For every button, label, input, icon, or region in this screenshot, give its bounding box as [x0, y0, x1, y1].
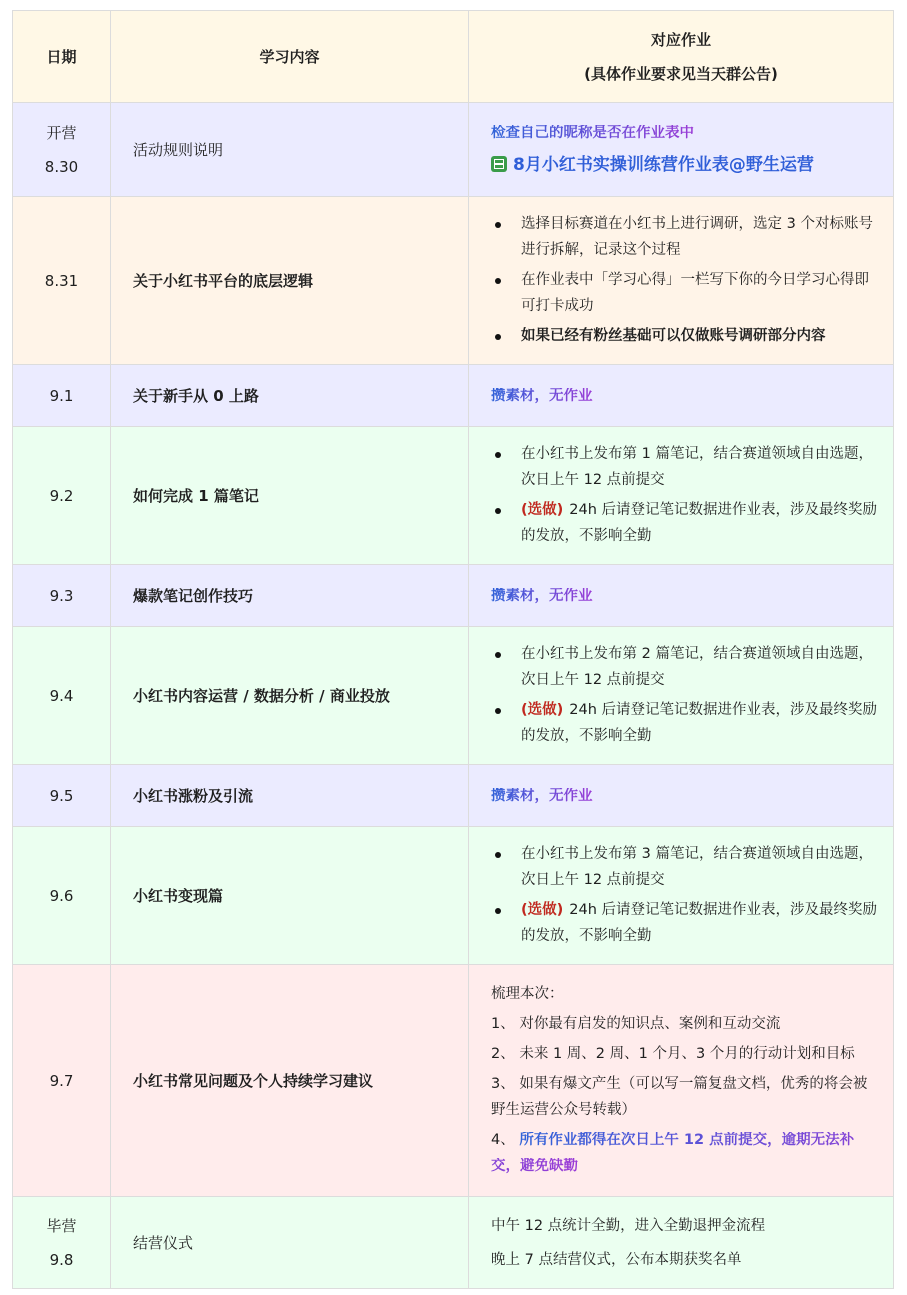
- table-row: [13, 965, 894, 1197]
- table-row: [13, 827, 894, 965]
- homework-cell: [469, 965, 894, 1197]
- date-cell: 9.7: [13, 965, 111, 1197]
- list-item: 晚上 7 点结营仪式，公布本期获奖名单: [491, 1251, 742, 1268]
- table-row: [13, 1197, 894, 1289]
- homework-cell: [469, 197, 894, 365]
- homework-cell: [469, 627, 894, 765]
- topic-cell: 爆款笔记创作技巧: [111, 565, 469, 627]
- nickname-check-note: 检查自己的昵称是否在作业表中: [491, 125, 694, 141]
- date-cell: 9.3: [13, 565, 111, 627]
- review-intro: 梳理本次：: [491, 985, 564, 1002]
- list-item: 如果已经有粉丝基础可以仅做账号调研部分内容: [507, 323, 877, 349]
- table-row: [13, 197, 894, 365]
- topic-cell: 关于小红书平台的底层逻辑: [111, 197, 469, 365]
- topic-cell: 小红书变现篇: [111, 827, 469, 965]
- topic-cell: 小红书涨粉及引流: [111, 765, 469, 827]
- list-item: 中午 12 点统计全勤，进入全勤退押金流程: [491, 1217, 766, 1234]
- table-row: [13, 427, 894, 565]
- table-row: [13, 565, 894, 627]
- header-homework-title: 对应作业: [650, 30, 711, 49]
- topic-cell: 小红书内容运营 / 数据分析 / 商业投放: [111, 627, 469, 765]
- table-row: [13, 365, 894, 427]
- date-cell: 9.1: [13, 365, 111, 427]
- date-cell: 9.4: [13, 627, 111, 765]
- list-item: 3、 如果有爆文产生（可以写一篇复盘文档，优秀的将会被野生运营公众号转载）: [491, 1075, 868, 1118]
- topic-cell: 活动规则说明: [111, 103, 469, 197]
- list-item: 在作业表中「学习心得」一栏写下你的今日学习心得即可打卡成功: [507, 267, 877, 319]
- homework-cell: 攒素材，无作业: [469, 565, 894, 627]
- schedule-table: [12, 10, 894, 1289]
- homework-list: [491, 441, 877, 549]
- homework-cell: [469, 103, 894, 197]
- date-cell: 毕营 9.8: [13, 1197, 111, 1289]
- date-cell: 8.31: [13, 197, 111, 365]
- list-item: (选做) 24h 后请登记笔记数据进作业表，涉及最终奖励的发放，不影响全勤: [507, 497, 877, 549]
- homework-cell: [469, 827, 894, 965]
- homework-cell: [469, 1197, 894, 1289]
- sheet-icon: [491, 156, 507, 172]
- list-item: 4、 所有作业都得在次日上午 12 点前提交，逾期无法补交，避免缺勤: [491, 1131, 855, 1174]
- header-content: 学习内容: [111, 11, 469, 103]
- table-row: [13, 627, 894, 765]
- list-item: 在小红书上发布第 3 篇笔记，结合赛道领域自由选题，次日上午 12 点前提交: [507, 841, 877, 893]
- header-date: 日期: [13, 11, 111, 103]
- homework-list: [491, 841, 877, 949]
- list-item: 选择目标赛道在小红书上进行调研，选定 3 个对标账号进行拆解，记录这个过程: [507, 211, 877, 263]
- table-row: [13, 103, 894, 197]
- topic-cell: 如何完成 1 篇笔记: [111, 427, 469, 565]
- homework-sheet-link[interactable]: 8月小红书实操训练营作业表@野生运营: [491, 149, 877, 182]
- homework-cell: 攒素材，无作业: [469, 765, 894, 827]
- header-row: [13, 11, 894, 103]
- homework-list: [491, 211, 877, 349]
- header-homework-note: (具体作业要求见当天群公告): [584, 64, 778, 83]
- list-item: (选做) 24h 后请登记笔记数据进作业表，涉及最终奖励的发放，不影响全勤: [507, 897, 877, 949]
- list-item: (选做) 24h 后请登记笔记数据进作业表，涉及最终奖励的发放，不影响全勤: [507, 697, 877, 749]
- header-homework: [469, 11, 894, 103]
- list-item: 1、 对你最有启发的知识点、案例和互动交流: [491, 1015, 781, 1032]
- homework-cell: [469, 427, 894, 565]
- date-cell: 开营 8.30: [13, 103, 111, 197]
- date-cell: 9.2: [13, 427, 111, 565]
- list-item: 在小红书上发布第 2 篇笔记，结合赛道领域自由选题，次日上午 12 点前提交: [507, 641, 877, 693]
- topic-cell: 小红书常见问题及个人持续学习建议: [111, 965, 469, 1197]
- date-cell: 9.6: [13, 827, 111, 965]
- date-cell: 9.5: [13, 765, 111, 827]
- homework-cell: 攒素材，无作业: [469, 365, 894, 427]
- table-row: [13, 765, 894, 827]
- topic-cell: 结营仪式: [111, 1197, 469, 1289]
- homework-list: [491, 641, 877, 749]
- topic-cell: 关于新手从 0 上路: [111, 365, 469, 427]
- list-item: 2、 未来 1 周、2 周、1 个月、3 个月的行动计划和目标: [491, 1045, 855, 1062]
- list-item: 在小红书上发布第 1 篇笔记，结合赛道领域自由选题，次日上午 12 点前提交: [507, 441, 877, 493]
